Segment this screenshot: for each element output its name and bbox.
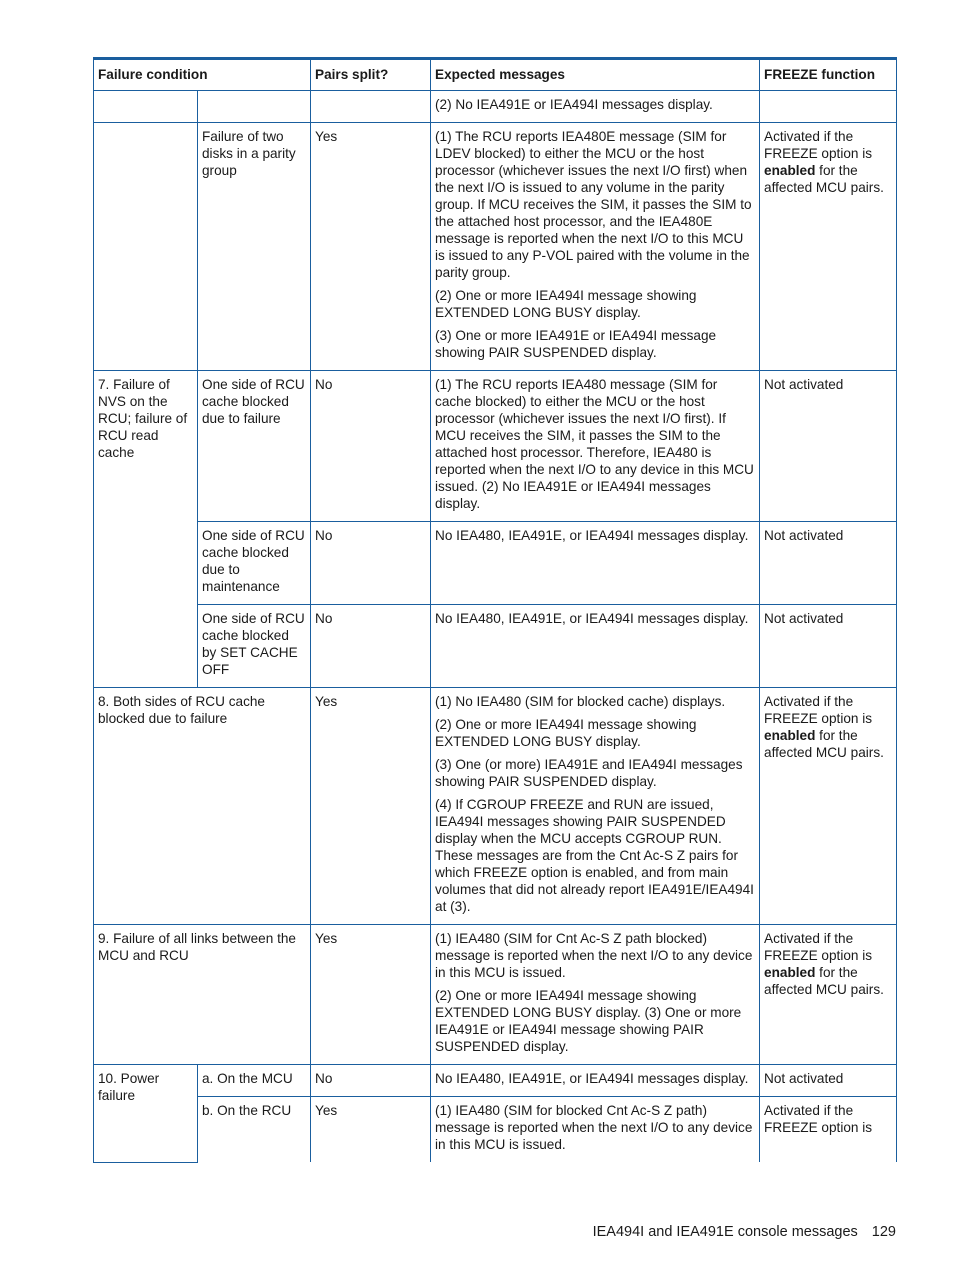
- table-row: [94, 688, 897, 925]
- table-row: [94, 1097, 897, 1163]
- table-row: [94, 123, 897, 371]
- table-row: [94, 91, 897, 123]
- main-condition-cell: 7. Failure of NVS on the RCU; failure of RCU read cache: [94, 371, 198, 688]
- expected-messages-cell: [431, 371, 760, 522]
- sub-condition-cell: One side of RCU cache blocked due to maintenance: [198, 522, 311, 605]
- pairs-split-cell: Yes: [311, 1097, 431, 1163]
- header-freeze-function: FREEZE function: [760, 59, 897, 91]
- expected-messages-cell: [431, 1097, 760, 1163]
- message-line: (2) One or more IEA494I message showing EXTENDED LONG BUSY display. (3) One or more IEA491E or IEA494I message showing PAIR SUSPENDED display.: [435, 988, 742, 1054]
- table-row: [94, 522, 897, 605]
- freeze-text-pre: Activated if the FREEZE option is: [764, 129, 873, 161]
- freeze-text-pre: Activated if the FREEZE option is: [764, 694, 873, 726]
- main-condition-cell: 10. Power failure: [94, 1065, 198, 1163]
- freeze-cell: [760, 925, 897, 1065]
- table-header-row: [94, 59, 897, 91]
- failure-conditions-table: [93, 57, 897, 1163]
- expected-messages-cell: [431, 522, 760, 605]
- footer-title: IEA494I and IEA491E console messages: [592, 1224, 858, 1240]
- freeze-cell: [760, 123, 897, 371]
- main-condition-cell: 9. Failure of all links between the MCU and RCU: [94, 925, 311, 1065]
- pairs-split-cell: No: [311, 522, 431, 605]
- message-line: (4) If CGROUP FREEZE and RUN are issued, IEA494I messages showing PAIR SUSPENDED display when the MCU accepts CGROUP RUN. These messages are from the Cnt Ac-S Z pairs for which FREEZE option is enabled, and from main volumes that did not already report IEA491E/IEA494I at (3).: [435, 797, 754, 914]
- freeze-text-pre: Activated if the FREEZE option is: [764, 931, 873, 963]
- pairs-split-cell: Yes: [311, 688, 431, 925]
- message-line: (1) The RCU reports IEA480E message (SIM for LDEV blocked) to either the MCU or the host processor (whichever issues the next I/O first) when the next I/O is issued to any volume in the parity group. If MCU receives the SIM, it passes the SIM to the attached host processor, and the IEA480E message is reported when the next I/O to this MCU is issued to any P-VOL paired with the volume in the parity group.: [435, 129, 752, 280]
- pairs-split-cell: Yes: [311, 123, 431, 371]
- page-number: 129: [871, 1224, 896, 1240]
- expected-messages-cell: [431, 925, 760, 1065]
- message-line: No IEA480, IEA491E, or IEA494I messages display.: [435, 611, 749, 626]
- header-failure-condition: Failure condition: [94, 59, 311, 91]
- main-condition-cell: 8. Both sides of RCU cache blocked due to failure: [94, 688, 311, 925]
- main-condition-cell: [94, 91, 198, 123]
- freeze-cell: Not activated: [760, 1065, 897, 1097]
- sub-condition-cell: Failure of two disks in a parity group: [198, 123, 311, 371]
- pairs-split-cell: No: [311, 371, 431, 522]
- expected-messages-cell: [431, 91, 760, 123]
- message-line: (1) IEA480 (SIM for Cnt Ac-S Z path blocked) message is reported when the next I/O to any device in this MCU is issued.: [435, 931, 753, 980]
- sub-condition-cell: b. On the RCU: [198, 1097, 311, 1163]
- freeze-cell: Activated if the FREEZE option is: [760, 1097, 897, 1163]
- table-row: [94, 371, 897, 522]
- table-row: [94, 605, 897, 688]
- freeze-text-post: for the affected MCU pairs.: [764, 965, 884, 997]
- expected-messages-cell: [431, 1065, 760, 1097]
- freeze-text-post: for the affected MCU pairs.: [764, 163, 884, 195]
- freeze-cell: [760, 688, 897, 925]
- message-line: No IEA480, IEA491E, or IEA494I messages display.: [435, 1071, 749, 1086]
- message-line: (2) One or more IEA494I message showing EXTENDED LONG BUSY display.: [435, 288, 697, 320]
- message-line: (1) No IEA480 (SIM for blocked cache) displays.: [435, 694, 726, 709]
- main-condition-cell: [94, 123, 198, 371]
- sub-condition-cell: [198, 91, 311, 123]
- expected-messages-cell: [431, 605, 760, 688]
- sub-condition-cell: One side of RCU cache blocked due to failure: [198, 371, 311, 522]
- freeze-text-bold: enabled: [764, 965, 816, 980]
- message-line: (3) One or more IEA491E or IEA494I message showing PAIR SUSPENDED display.: [435, 328, 717, 360]
- message-line: (1) The RCU reports IEA480 message (SIM for cache blocked) to either the MCU or the host processor (whichever issues the next I/O first). If MCU receives the SIM, it passes the SIM to the attached host processor. Therefore, IEA480 is reported when the next I/O to any device in this MCU issued. (2) No IEA491E or IEA494I messages display.: [435, 377, 754, 511]
- table-row: [94, 1065, 897, 1097]
- sub-condition-cell: a. On the MCU: [198, 1065, 311, 1097]
- expected-messages-cell: [431, 688, 760, 925]
- pairs-split-cell: [311, 91, 431, 123]
- pairs-split-cell: Yes: [311, 925, 431, 1065]
- pairs-split-cell: No: [311, 605, 431, 688]
- message-line: (2) No IEA491E or IEA494I messages display.: [435, 97, 713, 112]
- freeze-text-bold: enabled: [764, 728, 816, 743]
- header-pairs-split: Pairs split?: [311, 59, 431, 91]
- freeze-cell: [760, 91, 897, 123]
- message-line: (2) One or more IEA494I message showing EXTENDED LONG BUSY display.: [435, 717, 697, 749]
- pairs-split-cell: No: [311, 1065, 431, 1097]
- header-expected-messages: Expected messages: [431, 59, 760, 91]
- message-line: (1) IEA480 (SIM for blocked Cnt Ac-S Z path) message is reported when the next I/O to any device in this MCU is issued.: [435, 1103, 753, 1152]
- message-line: No IEA480, IEA491E, or IEA494I messages display.: [435, 528, 749, 543]
- expected-messages-cell: [431, 123, 760, 371]
- page-footer: [593, 1224, 896, 1240]
- freeze-cell: Not activated: [760, 605, 897, 688]
- sub-condition-cell: One side of RCU cache blocked by SET CACHE OFF: [198, 605, 311, 688]
- freeze-text-bold: enabled: [764, 163, 816, 178]
- freeze-cell: Not activated: [760, 522, 897, 605]
- freeze-text-post: for the affected MCU pairs.: [764, 728, 884, 760]
- freeze-cell: Not activated: [760, 371, 897, 522]
- table-row: [94, 925, 897, 1065]
- message-line: (3) One (or more) IEA491E and IEA494I messages showing PAIR SUSPENDED display.: [435, 757, 743, 789]
